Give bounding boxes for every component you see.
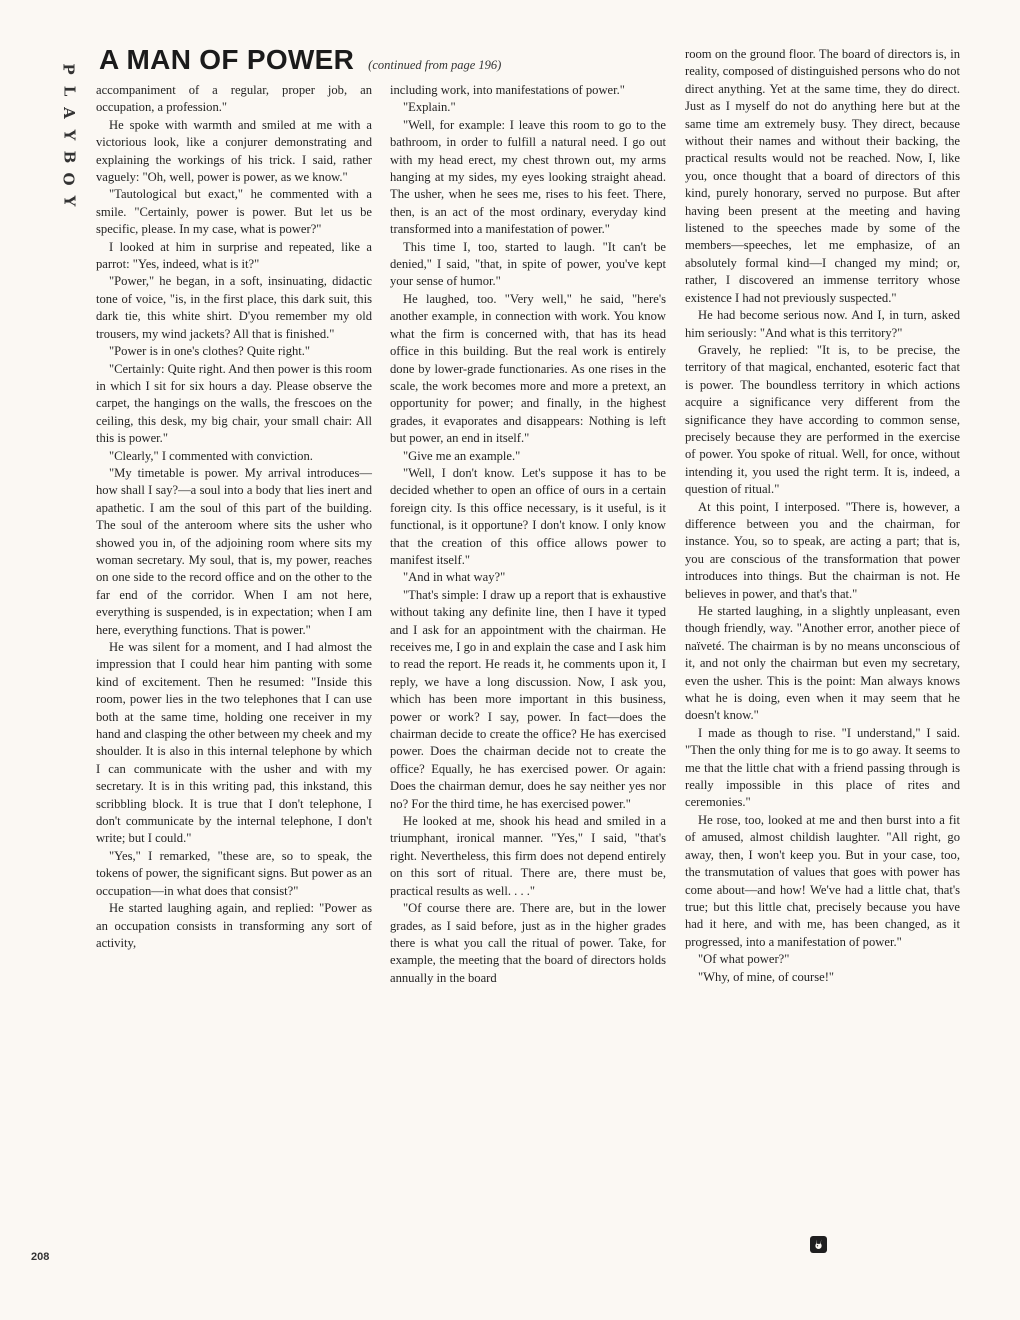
paragraph: At this point, I interposed. "There is, however, a difference between you and the chairman, for instance. You, so to speak, are acting a part; that is, you are conscious of the transformation that power introduces into things. But the chairman is not. He believes in power, and that's that." [685,499,960,601]
playboy-masthead-vertical [56,58,82,212]
text-column-2 [390,82,666,987]
masthead-letter: P [60,63,78,75]
masthead-letter: Y [60,129,78,141]
paragraph: accompaniment of a regular, proper job, an occupation, a profession." [96,83,372,115]
paragraph: He looked at me, shook his head and smiled in a triumphant, ironical manner. "Yes," I said, "that's right. Nevertheless, this firm does not depend entirely on this sort of ritual. There are, there must be, practical results as well. . . ." [390,814,666,898]
paragraph: He rose, too, looked at me and then burst into a fit of amused, almost childish laughter. "All right, go away, then, I won't keep you. But in your case, too, the transmutation of values that goes with power has come about—and how! We've had a little chat, that's true; but this little chat, precisely because you have had it here, and with me, has been changed, as it progressed, into a manifestation of power." [685,812,960,949]
paragraph: "Why, of mine, of course!" [698,969,835,984]
paragraph: Gravely, he replied: "It is, to be precise, the territory of that magical, enchanted, esoteric fact that is power. The boundless territory in which actions acquire a significance very different from the significance they have according to common sense, precisely because they are performed in the exercise of power. You spoke of ritual. Well, for once, without intending it, you used the right term. It is, indeed, a question of ritual." [685,342,960,497]
continuation-note: (continued from page 196) [368,58,502,72]
text-column-3 [685,46,960,986]
paragraph: "Well, for example: I leave this room to go to the bathroom, in order to fulfill a natural need. I go out with my head erect, my chest thrown out, my arms hanging at my sides, my eyes looking straight ahead. The usher, when he sees me, rises to his feet. There, then, is an act of the most ordinary, everyday kind transformed into a manifestation of power." [390,117,666,237]
paragraph: "Clearly," I commented with conviction. [109,448,313,463]
paragraph: "That's simple: I draw up a report that is exhaustive without taking any definite line, then I have it typed and I ask for an appointment with the chairman. He receives me, I go in and explain the case and I ask him to read the report. He reads it, he comments upon it, I reply, we have a long discussion. Now, I ask you, which has been more important in this business, power or work? I say, power. In fact—does the chairman decide to create the office? He has exercised power. Does the chairman decide not to create the office? Equally, he has exercised power. Or again: Does the chairman demur, does he say neither yes nor no? For the third time, he has exercised power." [390,587,666,811]
paragraph: room on the ground floor. The board of directors is, in reality, composed of distinguished persons who do not direct anything. Yet at the same time, they do direct. Just as I myself do not do anything here but at the same time am extremely busy. They direct, because without their names and without their backing, the practical results would not be reached. Now, I, like you, once thought that a board of directors of this kind, purely honorary, served no purpose. But after having been present at the meeting and having listened to the speeches made by some of the members—speeches, let me emphasize, of an absolutely formal kind—I changed my mind; or, rather, I discovered an immense territory whose existence I had not previously suspected." [685,47,960,305]
paragraph: I made as though to rise. "I understand," I said. "Then the only thing for me is to go away. It seems to me that the little chat with a friend passing through is really impossible in this place of rites and ceremonies." [685,725,960,810]
paragraph: He was silent for a moment, and I had almost the impression that I could hear him panting with some kind of excitement. Then he resumed: "Inside this room, power lies in the two telephones that I can use both at the same time, holding one receiver in my hand and clasping the other between my cheek and my shoulder. It is also in this internal telephone by which I can communicate with the usher and with my secretary. It is in this writing pad, this inkstand, this scribbling block. It is true that I don't telephone, I don't communicate by the internal telephone, I don't write; but I could." [96,640,372,846]
paragraph: He spoke with warmth and smiled at me with a victorious look, like a conjurer demonstrating and explaining the workings of his trick. I said, rather vaguely: "Oh, well, power is power, as we know." [96,117,372,185]
paragraph: "Give me an example." [403,448,521,463]
paragraph: I looked at him in surprise and repeated, like a parrot: "Yes, indeed, what is it?" [96,239,372,272]
article-title: A MAN OF POWER [99,44,355,75]
article-headline [99,44,501,76]
masthead-letter: Y [60,195,78,207]
paragraph: "Power is in one's clothes? Quite right." [109,344,311,359]
masthead-letter: L [59,85,78,97]
paragraph: including work, into manifestations of power." [390,83,625,97]
paragraph: He laughed, too. "Very well," he said, "here's another example, in connection with work. You know what the firm is concerned with, that has its head office in this building. But the real work is entirely done by lower-grade functionaries. As one rises in the scale, the work becomes more and more a pretext, an opportunity for power; and finally, in the highest grades, it evaporates and disappears: Nothing is left but power, an end in itself." [390,291,666,446]
paragraph: "Of course there are. There are, but in the lower grades, as I said before, just as in the higher grades there is what you call the ritual of power. Take, for example, the meeting that the board of directors holds annually in the board [390,901,666,985]
paragraph: This time I, too, started to laugh. "It can't be denied," I said, "that, in spite of power, you've kept your sense of humor." [390,239,666,289]
masthead-letter: A [59,107,78,119]
paragraph: "Yes," I remarked, "these are, so to speak, the tokens of power, the significant signs. But power as an occupation—in what does that consist?" [96,848,372,898]
paragraph: He started laughing again, and replied: "Power as an occupation consists in transforming any sort of activity, [96,901,372,950]
masthead-letter: B [60,150,78,164]
rabbit-head-glyph [812,1238,825,1251]
paragraph: "Well, I don't know. Let's suppose it has to be decided whether to open an office of ours in a certain foreign city. Is this office necessary, is it useful, is it functional, is it opportune? I don't know. I only know that the creation of this office allows power to manifest itself." [390,465,666,567]
paragraph: "Tautological but exact," he commented with a smile. "Certainly, power is power. But let us be specific, please. In my case, what is power?" [96,187,372,237]
paragraph: "Of what power?" [698,952,790,967]
paragraph: "Power," he began, in a soft, insinuating, didactic tone of voice, "is, in the first place, this dark suit, this dark tie, this white shirt. D'you remember my old trousers, my wind jackets? All that is finished." [96,274,372,341]
paragraph: "And in what way?" [403,570,506,585]
playboy-rabbit-icon [810,1236,827,1253]
paragraph: He had become serious now. And I, in turn, asked him seriously: "And what is this territory?" [685,308,960,340]
masthead-letter: O [59,172,78,186]
text-column-1 [96,82,372,952]
paragraph: "Explain." [403,100,456,115]
page-number: 208 [31,1251,50,1263]
paragraph: "My timetable is power. My arrival introduces—how shall I say?—a soul into a body that lies inert and apathetic. I am the soul of this part of the building. The soul of the anteroom where sits the usher who showed you in, of the adjoining room where sits my woman secretary. My soul, that is, my power, reaches on one side to the record office and on the other to the far end of the corridor. When I am not here, everything is suspended, is in expectation; when I am here, everything functions. That is power." [96,465,372,637]
paragraph: "Certainly: Quite right. And then power is this room in which I sit for six hours a day. Please observe the carpet, the hangings on the walls, the frescoes on the ceiling, this desk, my big chair, your small chair: All this is power." [96,361,372,446]
paragraph: He started laughing, in a slightly unpleasant, even though friendly, way. "Another error, another piece of naïveté. The chairman is by no means unconscious of it, and not only the chairman but even my secretary, even the usher. This is the point: Man always knows what he is doing, even when it may seem that he doesn't know." [685,604,960,723]
